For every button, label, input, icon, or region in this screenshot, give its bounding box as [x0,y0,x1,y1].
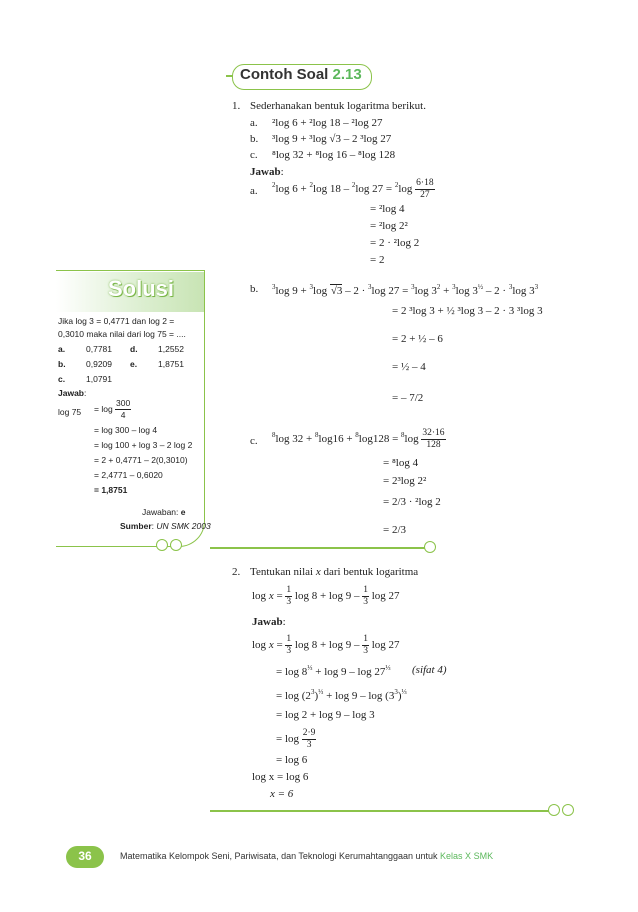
q2-step-2: = log 6 [276,754,308,766]
solusi-step-4: = 2,4771 – 0,6020 [94,470,163,480]
q1-b-step-2: = 2 + ½ – 6 [392,333,443,345]
q1-a-step-2: = ²log 2² [370,220,408,232]
option-c: c. [58,374,66,384]
option-a-value: 0,7781 [86,344,112,354]
solusi-question-2: 0,3010 maka nilai dari log 75 = .... [58,329,186,339]
q1-c-expr: ⁸log 32 + ⁸log 16 – ⁸log 128 [272,149,396,161]
q1-a-label: a. [250,117,258,129]
q1-b-expr: ³log 9 + ³log √3 – 2 ³log 27 [272,133,392,145]
page-title [240,66,362,83]
title-number: 2.13 [332,66,362,83]
q1-b-step-4: = – 7/2 [392,392,424,404]
q1-b-label-2: b. [250,283,259,295]
q2-line2: = $\log 8^{\frac{1}{3}} + \log 9 - \log 27^{\frac{1}{3}}$ [276,664,391,678]
q2-line5: = log $\frac{2\cdot 9}{3}$ [276,728,316,750]
q1-a-step-3: = 2 · ²log 2 [370,237,420,249]
page-number: 36 [78,849,92,863]
q1-c-line1: $^8$log 32 + $^8$log16 + $^8$log128 = $^8$log $\frac{32\cdot 16}{128}$ [272,428,445,450]
q1-b-line1: $^3$log 9 + $^3$log √3 – 2 · $^3$log 27 = $^3$log $3^2 + ^3\log$ $3^{\frac{1}{2}} - 2 \cdot ^3\log$ $3^3$ [272,283,539,297]
q1-c-label: c. [250,149,258,161]
q2-step-3: log x = log 6 [252,771,309,783]
q1-b-step-1: = 2 ³log 3 + ½ ³log 3 – 2 · 3 ³log 3 [392,305,543,317]
bottom-circle-1 [548,804,560,816]
q1-a-label-2: a. [250,185,258,197]
solusi-step-1: = log 300 – log 4 [94,425,158,435]
solusi-source: Sumber: UN SMK 2003 [120,521,211,531]
option-d: d. [130,344,138,354]
solusi-question-1: Jika log 3 = 0,4771 dan log 2 = [58,316,175,326]
solusi-line1: = log $\frac{300}{4}$ [94,398,131,420]
divider-line [210,547,425,549]
divider-circle [424,541,436,553]
option-e: e. [130,359,138,369]
q2-prompt: Tentukan nilai x dari bentuk logaritma [250,566,419,578]
q1-b-step-3: = ½ – 4 [392,361,426,373]
option-b-value: 0,9209 [86,359,112,369]
footer-text: Matematika Kelompok Seni, Pariwisata, dan Teknologi Kerumahtanggaan untuk Kelas X SMK [120,851,494,861]
q2-number: 2. [232,566,241,578]
solusi-step-2: = log 100 + log 3 – 2 log 2 [94,440,193,450]
solusi-step-5: = 1,8751 [94,485,128,495]
bottom-line [210,810,550,812]
q1-jawab: Jawab: [250,166,284,178]
q1-c-step-3: = 2/3 · ²log 2 [383,496,441,508]
q1-b-label: b. [250,133,259,145]
option-d-value: 1,2552 [158,344,184,354]
title-label: Contoh Soal [240,66,329,83]
solusi-circle-1 [156,539,168,551]
q1-c-step-4: = 2/3 [383,524,407,536]
option-a: a. [58,344,66,354]
option-b: b. [58,359,66,369]
q2-line1: log x = $\frac{1}{3}$ log 8 + log 9 – $\frac{1}{3}$ log 27 [252,634,400,656]
q1-a-step-1: = ²log 4 [370,203,405,215]
option-c-value: 1,0791 [86,374,112,384]
solusi-answer: Jawaban: e [142,507,186,517]
q1-a-step-4: = 2 [370,254,385,266]
solusi-title: Solusi [108,276,175,301]
option-e-value: 1,8751 [158,359,184,369]
q1-prompt: Sederhanakan bentuk logaritma berikut. [250,100,426,112]
q2-sifat: (sifat 4) [412,664,447,676]
bottom-circle-2 [562,804,574,816]
q1-a-line1: $^2$log 6 + $^2$log 18 – $^2$log 27 = $^2$log $\frac{6\cdot 18}{27}$ [272,178,434,200]
q1-c-step-2: = 2³log 2² [383,475,427,487]
q2-expr: log x = $\frac{1}{3}$ log 8 + log 9 – $\frac{1}{3}$ log 27 [252,585,400,607]
solusi-step-3: = 2 + 0,4771 – 2(0,3010) [94,455,188,465]
solusi-lhs: log 75 [58,407,82,417]
solusi-circle-2 [170,539,182,551]
q1-a-expr: ²log 6 + ²log 18 – ²log 27 [272,117,383,129]
q2-step-1: = log 2 + log 9 – log 3 [276,709,375,721]
q2-jawab: Jawab: [252,616,286,628]
q2-step-4: x = 6 [270,788,294,800]
q1-c-label-2: c. [250,435,258,447]
q1-number: 1. [232,100,241,112]
solusi-jawab: Jawab: [58,388,87,398]
q2-line3: = $\log (2^3)^{\frac{1}{3}} + \log 9 - \log (3^3)^{\frac{1}{3}}$ [276,688,407,702]
q1-c-step-1: = ⁸log 4 [383,457,419,469]
